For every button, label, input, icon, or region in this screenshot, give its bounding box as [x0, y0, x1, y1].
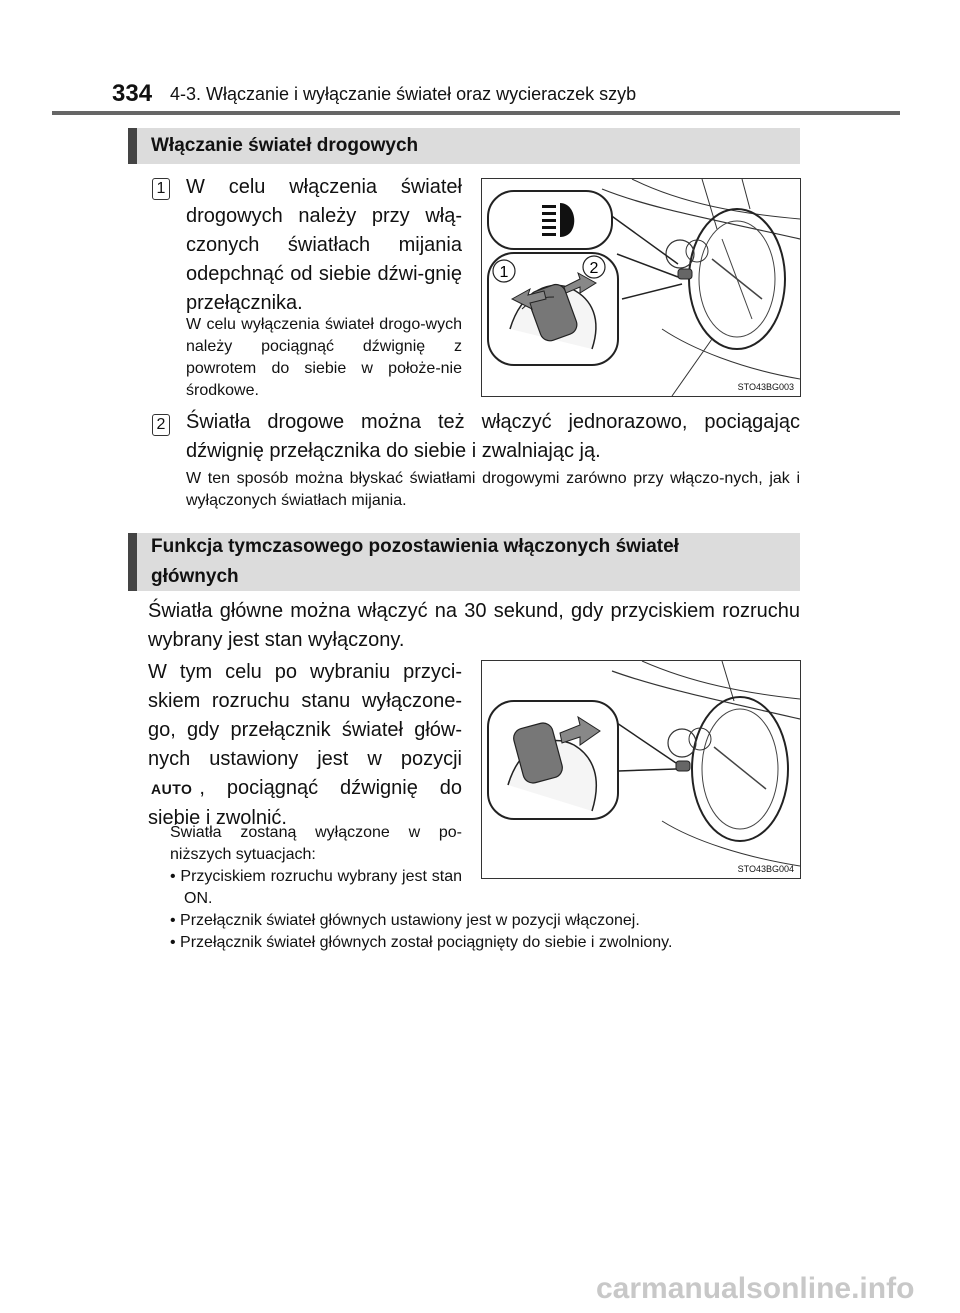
- section-heading-high-beam: Włączanie świateł drogowych: [128, 128, 800, 164]
- step2-note: W ten sposób można błyskać światłami drogowymi zarówno przy włączo-nych, jak i wyłączonych światłach mijania.: [186, 470, 800, 509]
- note-intro: Światła zostaną wyłączone w po-niższych sytuacjach:: [170, 824, 462, 863]
- watermark: carmanualsonline.info: [596, 1272, 915, 1305]
- step1-text: W celu włączenia świateł drogowych należy przy włą-czonych światłach mijania odepchnąć od siebie dźwi-gnię przełącznika.: [186, 176, 462, 314]
- auto-symbol: AUTO: [151, 781, 193, 797]
- section2-para2-part2: , pociągnąć dźwignię do siebie i zwolnić.: [148, 777, 462, 829]
- step1-note: W celu wyłączenia świateł drogo-wych należy pociągnąć dźwignię z powrotem do siebie w położe-nie środkowe.: [186, 316, 462, 399]
- step-number-2: 2: [152, 414, 170, 436]
- figure-headlight-timer-lever: [481, 660, 801, 879]
- figure-high-beam-lever: [481, 178, 801, 397]
- section2-heading-line2: głównych: [151, 566, 239, 587]
- callout-number-1: 1: [499, 264, 509, 281]
- callout-number-2: 2: [589, 260, 599, 277]
- lever-illustration: [482, 179, 800, 396]
- header-rule: [52, 111, 900, 115]
- section2-heading-line1: Funkcja tymczasowego pozostawienia włączonych świateł: [151, 536, 679, 557]
- note-bullet-1: • Przyciskiem rozruchu wybrany jest stan ON.: [170, 868, 462, 907]
- page-number: 334: [112, 80, 153, 107]
- section2-note: [170, 822, 462, 910]
- figure-code-2: STO43BG004: [737, 864, 794, 874]
- section2-para2-part1: W tym celu po wybraniu przyci-skiem rozruchu stanu wyłączone-go, gdy przełącznik świateł głów-nych ustawiony jest w pozycji: [148, 661, 462, 770]
- note-bullet-3: • Przełącznik świateł głównych został pociągnięty do siebie i zwolniony.: [170, 934, 673, 951]
- note-bullet-2: • Przełącznik świateł głównych ustawiony jest w pozycji włączonej.: [170, 912, 640, 929]
- chapter-title: 4-3. Włączanie i wyłączanie świateł oraz wycieraczek szyb: [170, 84, 637, 104]
- lever-pull-illustration: [482, 661, 800, 878]
- section2-para2: [148, 658, 462, 833]
- step2-text: Światła drogowe można też włączyć jednorazowo, pociągając dźwignię przełącznika do siebie i zwalniając ją.: [186, 411, 800, 462]
- section2-para1: Światła główne można włączyć na 30 sekund, gdy przyciskiem rozruchu wybrany jest stan wyłączony.: [148, 600, 800, 651]
- step-number-1: 1: [152, 178, 170, 200]
- figure-code: STO43BG003: [737, 382, 794, 392]
- section2-bullets-wide: [170, 910, 800, 954]
- section-heading-headlight-timer: [128, 533, 800, 591]
